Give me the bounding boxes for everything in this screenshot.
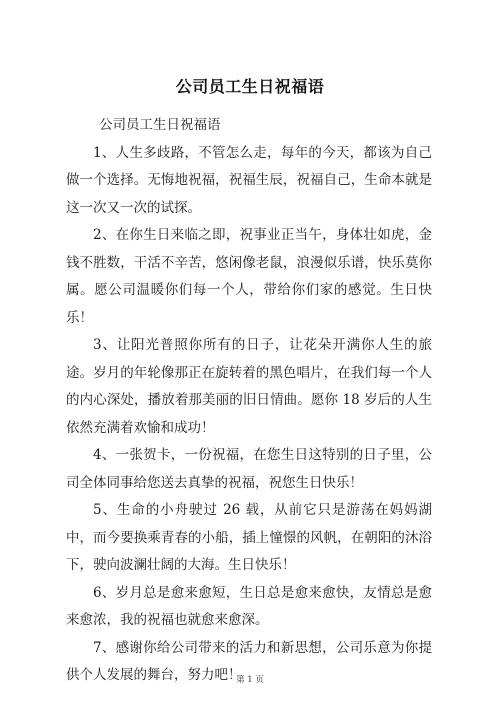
document-title: 公司员工生日祝福语 (175, 77, 325, 96)
paragraph-6: 6、岁月总是愈来愈短，生日总是愈来愈快，友情总是愈来愈浓，我的祝福也就愈来愈深。 (66, 584, 432, 628)
paragraph-3: 3、让阳光普照你所有的日子，让花朵开满你人生的旅途。岁月的年轮像那正在旋转着的黑色唱片，在我们每一个人的内心深处，播放着那美丽的旧日情曲。愿你 18 岁后的人生依然充满着欢愉和成功！ (66, 337, 432, 436)
paragraph-1: 1、人生多歧路，不管怎么走，每年的今天，都该为自己做一个选择。无悔地祝福，祝福生辰，祝福自己，生命本就是这一次又一次的试探。 (66, 144, 432, 216)
paragraph-2: 2、在你生日来临之即，祝事业正当午，身体壮如虎，金钱不胜数，干活不辛苦，悠闲像老鼠，浪漫似乐谱，快乐莫你属。愿公司温暖你们每一个人，带给你们家的感觉。生日快乐！ (66, 227, 432, 326)
paragraph-4: 4、一张贺卡，一份祝福，在您生日这特别的日子里，公司全体同事给您送去真挚的祝福，祝您生日快乐！ (66, 447, 432, 491)
paragraph-5: 5、生命的小舟驶过 26 载，从前它只是游荡在妈妈湖中，而今要换乘青春的小船，插上憧憬的风帆，在朝阳的沐浴下，驶向波澜壮阔的大海。生日快乐！ (66, 502, 432, 573)
page-number: 第 1 页 (236, 675, 264, 685)
paragraph-7: 7、感谢你给公司带来的活力和新思想，公司乐意为你提供个人发展的舞台，努力吧！ (66, 639, 432, 683)
document-subtitle: 公司员工生日祝福语 (99, 117, 221, 133)
document-body (66, 112, 432, 690)
